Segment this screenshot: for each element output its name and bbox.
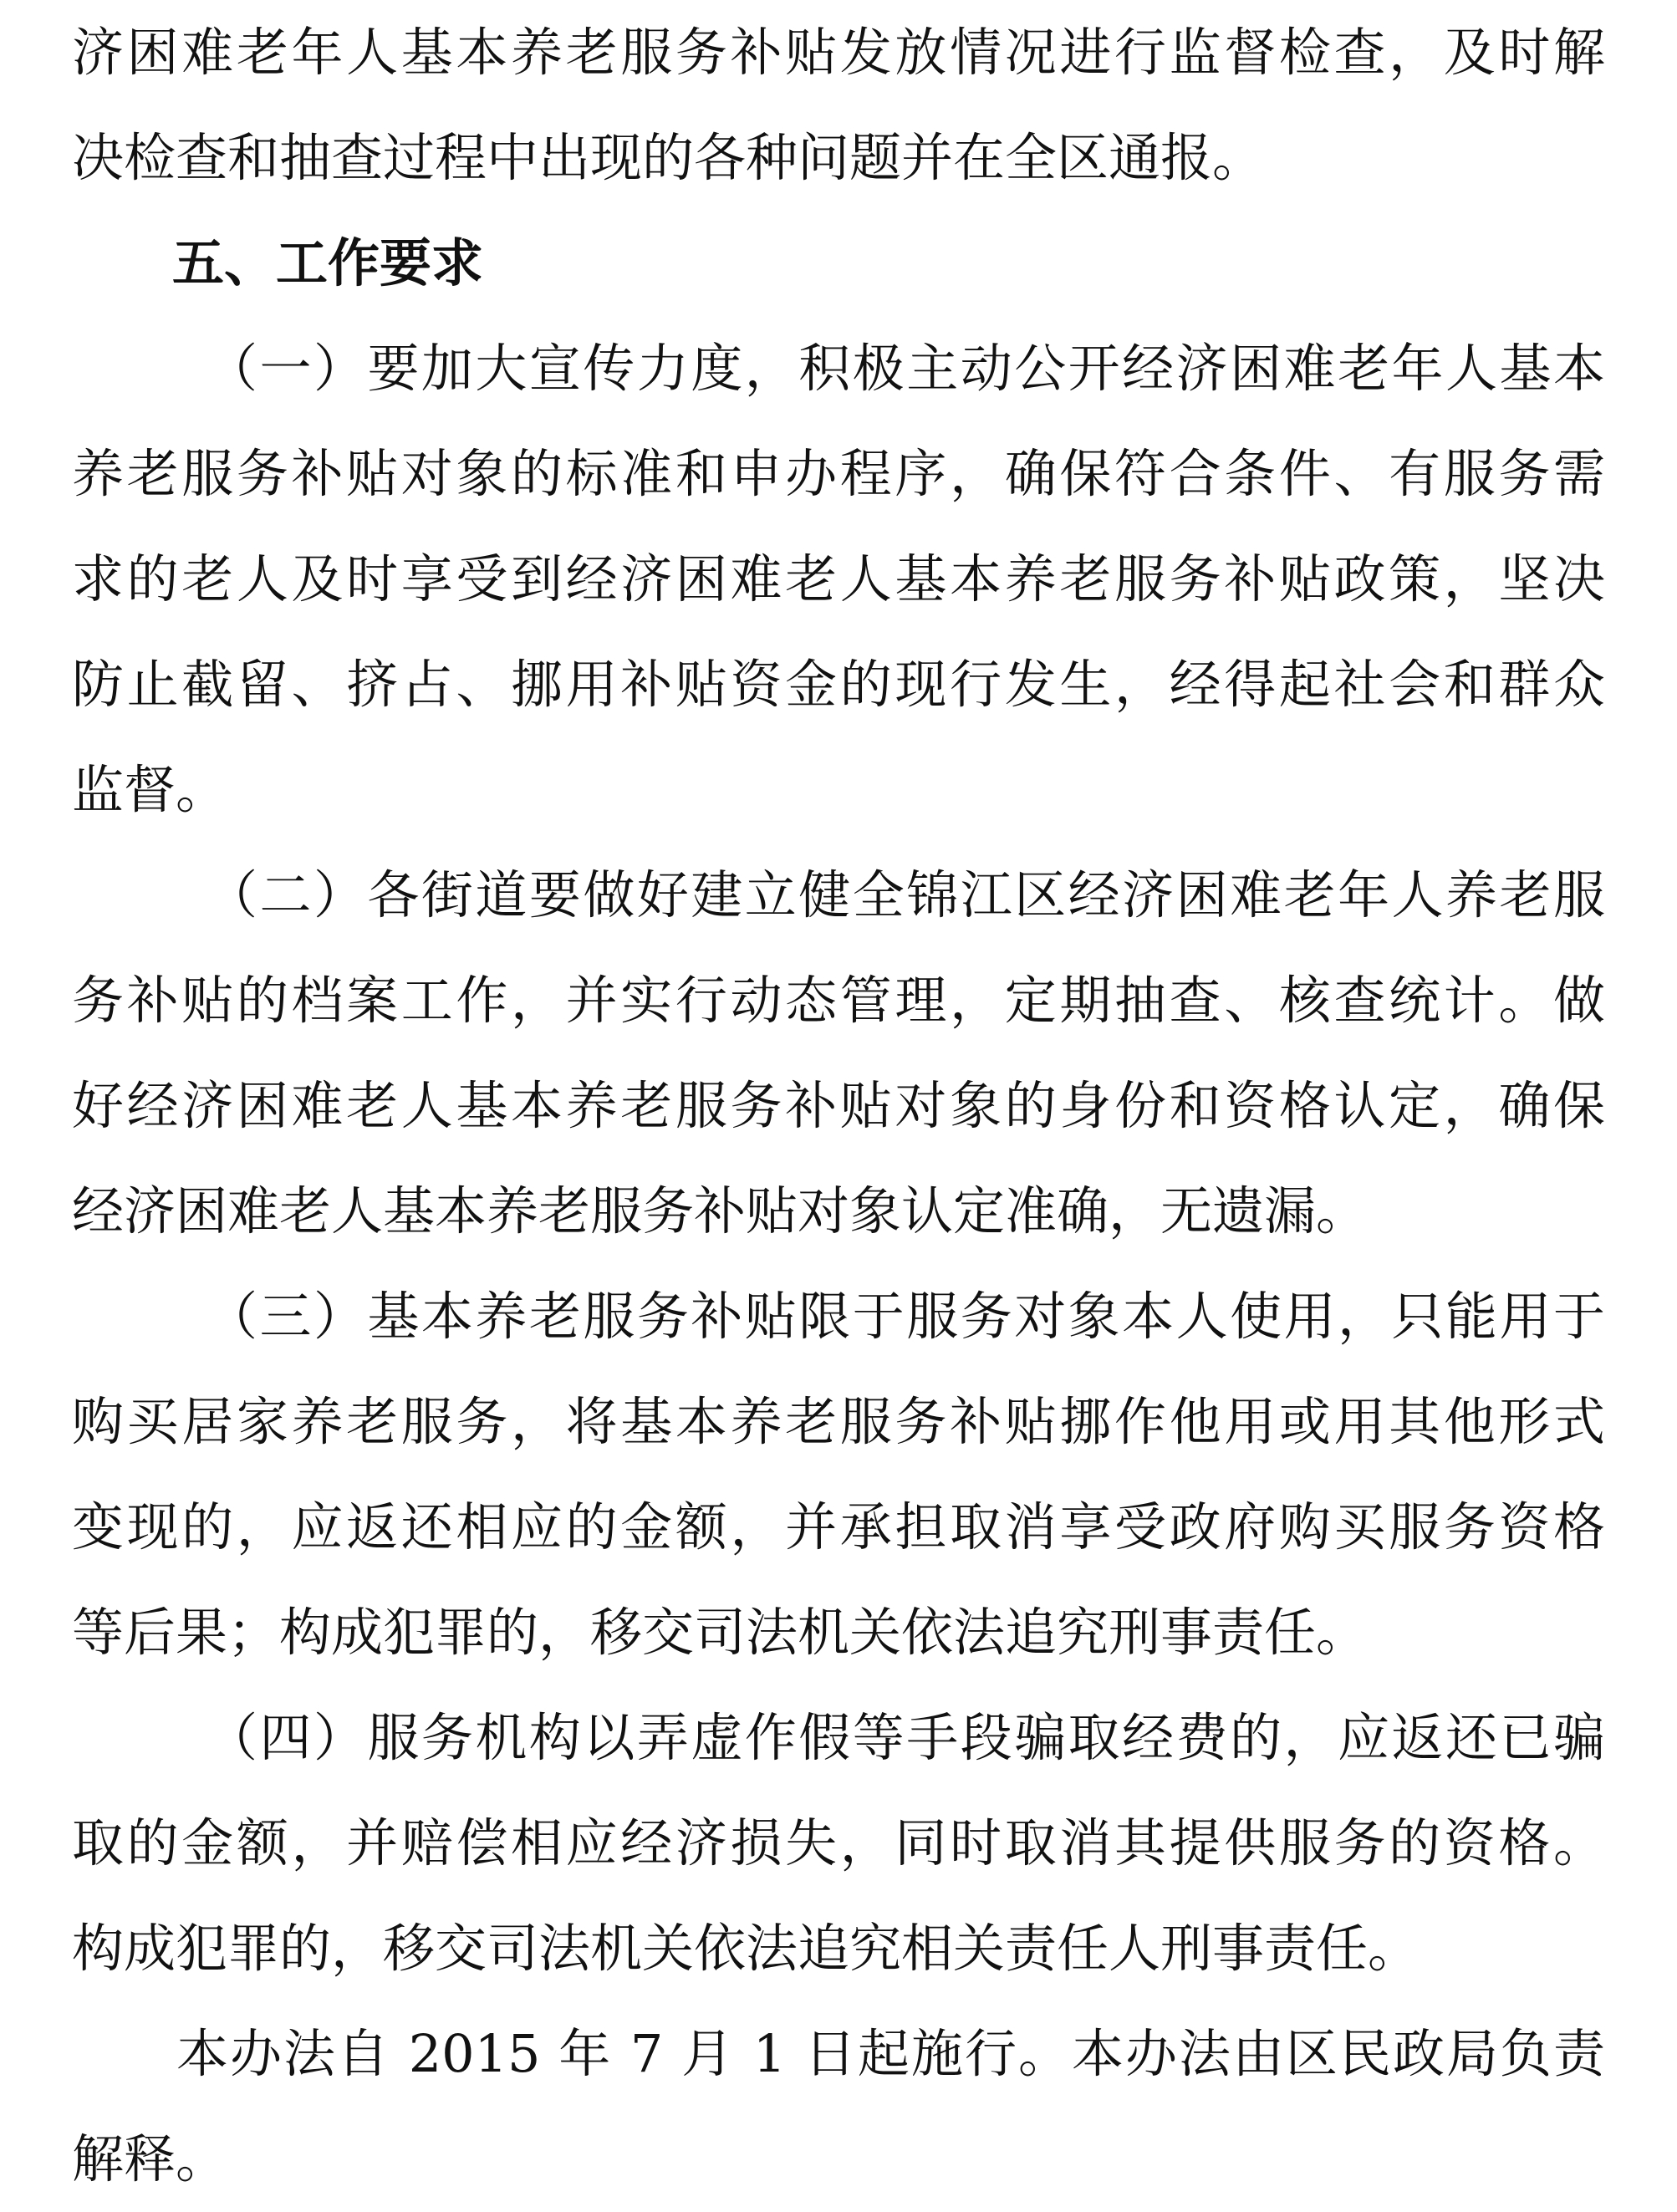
para1-line-5: 监督。 bbox=[72, 759, 228, 820]
para3-line-3: 变现的，应返还相应的金额，并承担取消享受政府购买服务资格 bbox=[72, 1496, 1605, 1557]
para1-line-4: 防止截留、挤占、挪用补贴资金的现行发生，经得起社会和群众 bbox=[72, 654, 1605, 715]
para1-line-1: （一）要加大宣传力度，积极主动公开经济困难老年人基本 bbox=[206, 338, 1605, 399]
section-title: 五、工作要求 bbox=[172, 232, 484, 293]
document-page bbox=[72, 0, 1605, 2212]
closing-line-2: 解释。 bbox=[72, 2128, 228, 2189]
intro-line-2: 决检查和抽查过程中出现的各种问题并在全区通报。 bbox=[72, 127, 1265, 188]
para1-line-2: 养老服务补贴对象的标准和申办程序，确保符合条件、有服务需 bbox=[72, 443, 1605, 504]
para2-line-2: 务补贴的档案工作，并实行动态管理，定期抽查、核查统计。做 bbox=[72, 970, 1605, 1031]
para2-line-3: 好经济困难老人基本养老服务补贴对象的身份和资格认定，确保 bbox=[72, 1075, 1605, 1136]
para1-line-3: 求的老人及时享受到经济困难老人基本养老服务补贴政策，坚决 bbox=[72, 548, 1605, 609]
para2-line-1: （二）各街道要做好建立健全锦江区经济困难老年人养老服 bbox=[206, 864, 1605, 925]
para4-line-1: （四）服务机构以弄虚作假等手段骗取经费的，应返还已骗 bbox=[206, 1707, 1605, 1768]
para4-line-3: 构成犯罪的，移交司法机关依法追究相关责任人刑事责任。 bbox=[72, 1918, 1420, 1979]
para3-line-2: 购买居家养老服务，将基本养老服务补贴挪作他用或用其他形式 bbox=[72, 1391, 1605, 1452]
para3-line-1: （三）基本养老服务补贴限于服务对象本人使用，只能用于 bbox=[206, 1286, 1605, 1347]
para3-line-4: 等后果；构成犯罪的，移交司法机关依法追究刑事责任。 bbox=[72, 1602, 1369, 1663]
para4-line-2: 取的金额，并赔偿相应经济损失，同时取消其提供服务的资格。 bbox=[72, 1812, 1605, 1873]
intro-line-1: 济困难老年人基本养老服务补贴发放情况进行监督检查，及时解 bbox=[72, 22, 1605, 83]
para2-line-4: 经济困难老人基本养老服务补贴对象认定准确，无遗漏。 bbox=[72, 1180, 1369, 1241]
closing-line-1: 本办法自 2015 年 7 月 1 日起施行。本办法由区民政局负责 bbox=[176, 2023, 1605, 2084]
